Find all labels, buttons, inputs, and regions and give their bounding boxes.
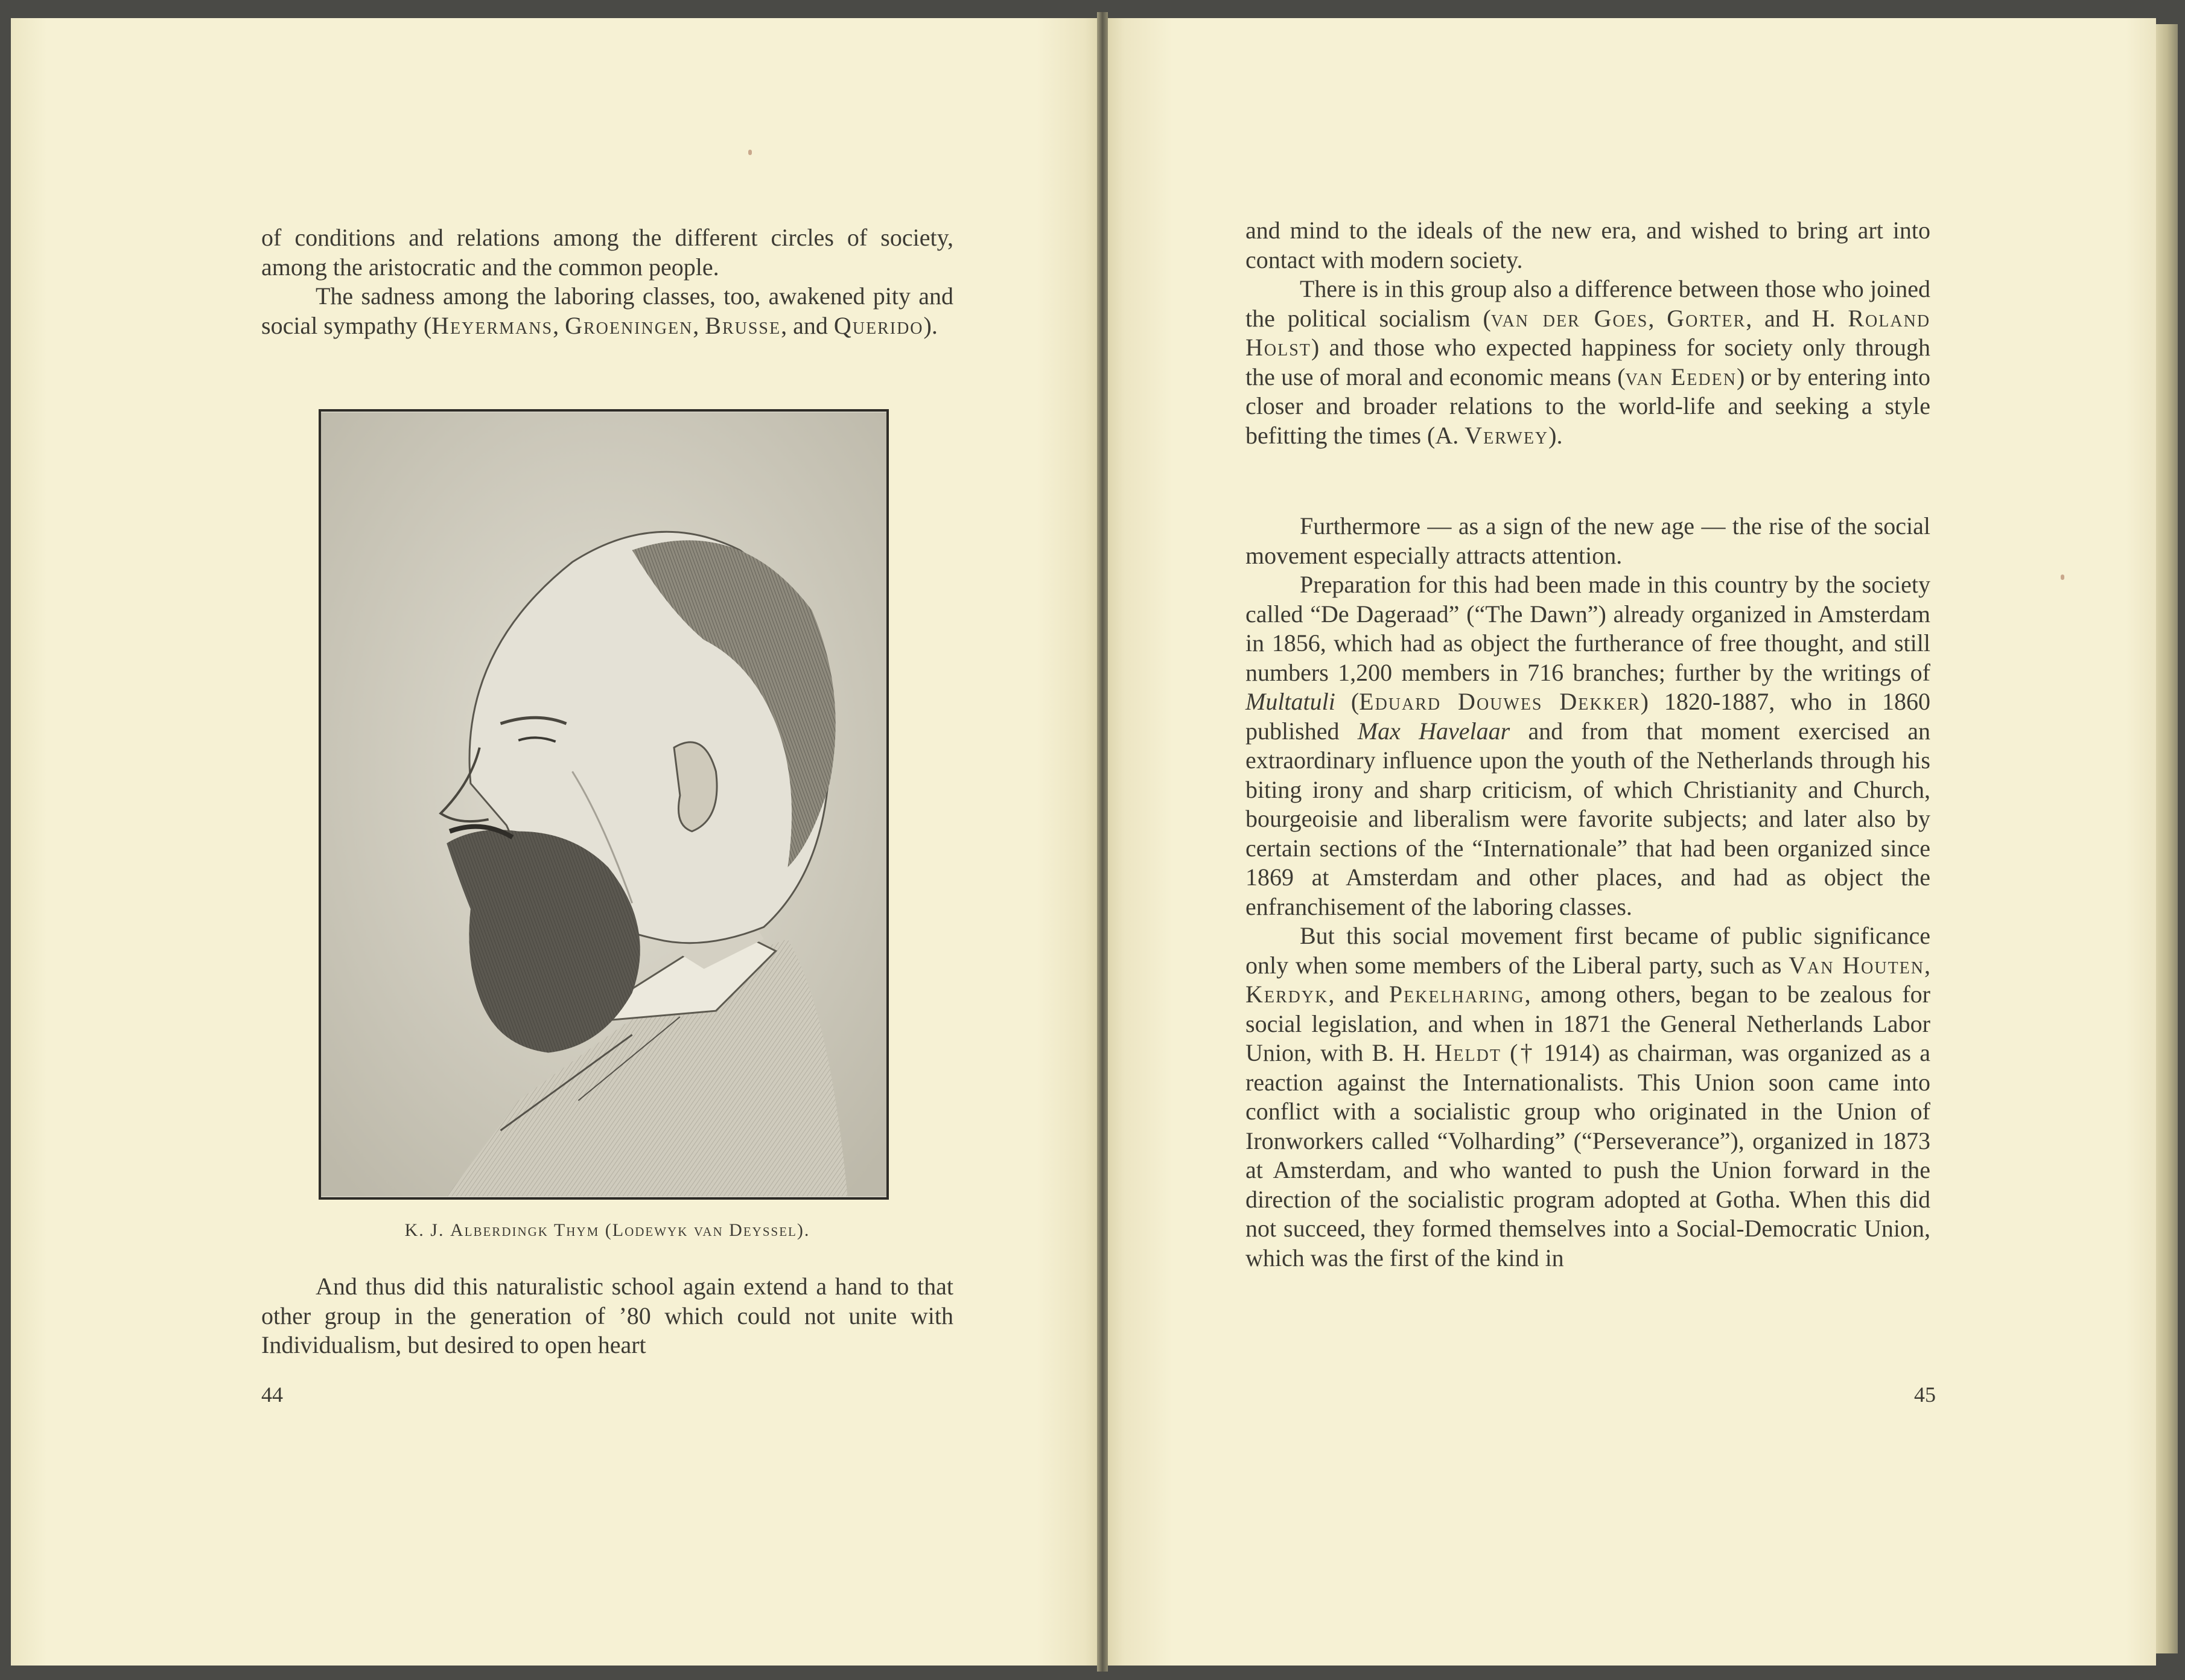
right-paragraph-3: Furthermore — as a sign of the new age — the rise of the social movement especially attracts attention. <box>1245 512 1930 569</box>
page-edge <box>2156 24 2178 1653</box>
name-gorter: Gorter <box>1667 304 1746 332</box>
name-kerdyk: Kerdyk <box>1245 981 1329 1008</box>
right-paragraph-1: and mind to the ideals of the new era, and wished to bring art into contact with modern society. <box>1245 217 1930 273</box>
right-top-text <box>1245 216 1930 450</box>
right-paragraph-4: Preparation for this had been made in this country by the society called “De Dageraad” (“The Dawn”) already organized in Amsterdam in 1856, which had as object the furtherance of free thought, and still numbers 1,200 members in 716 branches; further by the writings of Multatuli (Eduard Douwes Dekker) 1820-1887, who in 1860 published Max Havelaar and from that moment exercised an extraordinary influence upon the youth of the Netherlands through his biting irony and sharp criticism, of which Christianity and Church, bourgeoisie and liberalism were favorite subjects; and later also by certain sections of the “Internationale” that had been organized since 1869 at Amsterdam and other places, and had as object the enfranchisement of the laboring classes. <box>1245 571 1930 920</box>
book-gutter <box>1097 12 1108 1672</box>
left-paragraph-3: And thus did this naturalistic school again extend a hand to that other group in the generation of ’80 which could not unite with Individualism, but desired to open heart <box>261 1273 953 1358</box>
name-van-der-goes: van der Goes <box>1490 304 1649 332</box>
name-roland-holst: Roland Holst <box>1245 304 1931 361</box>
portrait-drawing <box>321 412 886 1197</box>
name-querido: Querido <box>833 311 924 339</box>
portrait-plate <box>319 409 889 1200</box>
caption-initials: K. J. <box>404 1220 445 1240</box>
left-bottom-text <box>261 1272 953 1360</box>
name-verwey: Verwey <box>1465 421 1549 449</box>
paper-speck <box>748 150 752 155</box>
left-top-text <box>261 223 953 340</box>
name-eduard-douwes-dekker: Eduard Douwes Dekker <box>1359 688 1641 715</box>
title-max-havelaar: Max Havelaar <box>1357 717 1510 745</box>
title-multatuli: Multatuli <box>1245 688 1335 715</box>
portrait-caption <box>261 1220 953 1241</box>
right-paragraph-2: There is in this group also a difference between those who joined the political socialism (van der Goes, Gorter, and H. Roland Holst) and those who expected happiness for society only through the use of moral and economic means (van Eeden) or by entering into closer and broader relations to the world-life and seeking a style befitting the times (A. Verwey). <box>1245 275 1931 449</box>
caption-pseudonym: (Lodewyk van Deyssel). <box>605 1220 810 1240</box>
left-paragraph-2: The sadness among the laboring classes, too, awakened pity and social sympathy (Heyermans, Groeningen, Brusse, and Querido). <box>261 282 953 339</box>
name-van-eeden: van Eeden <box>1625 363 1737 390</box>
left-paragraph-1: of conditions and relations among the different circles of society, among the aristocratic and the common people. <box>261 224 953 281</box>
name-pekelharing: Pekelharing <box>1388 981 1525 1008</box>
right-paragraph-5: But this social movement first became of public significance only when some members of the Liberal party, such as Van Houten, Kerdyk, and Pekelharing, among others, began to be zealous for social legislation, and when in 1871 the General Netherlands Labor Union, with B. H. Heldt († 1914) as chairman, was organized as a reaction against the Internationalists. This Union soon came into conflict with a socialistic group who originated in the Union of Ironworkers called “Volharding” (“Perseverance”), organized in 1873 at Amsterdam, and who wanted to push the Union forward in the direction of the socialistic program adopted at Gotha. When this did not succeed, they formed themselves into a Social-Democratic Union, which was the first of the kind in <box>1245 922 1931 1271</box>
name-heldt: Heldt <box>1434 1039 1501 1066</box>
paper-speck <box>2061 574 2064 580</box>
caption-name: Alberdingk Thym <box>450 1220 600 1240</box>
right-main-text <box>1245 512 1930 1273</box>
name-van-houten: Van Houten <box>1789 951 1925 979</box>
page-number-left: 44 <box>261 1382 283 1407</box>
name-groeningen: Groeningen <box>565 311 693 339</box>
page-number-right: 45 <box>1914 1382 1936 1407</box>
name-heyermans: Heyermans <box>431 311 553 339</box>
name-brusse: Brusse <box>705 311 781 339</box>
